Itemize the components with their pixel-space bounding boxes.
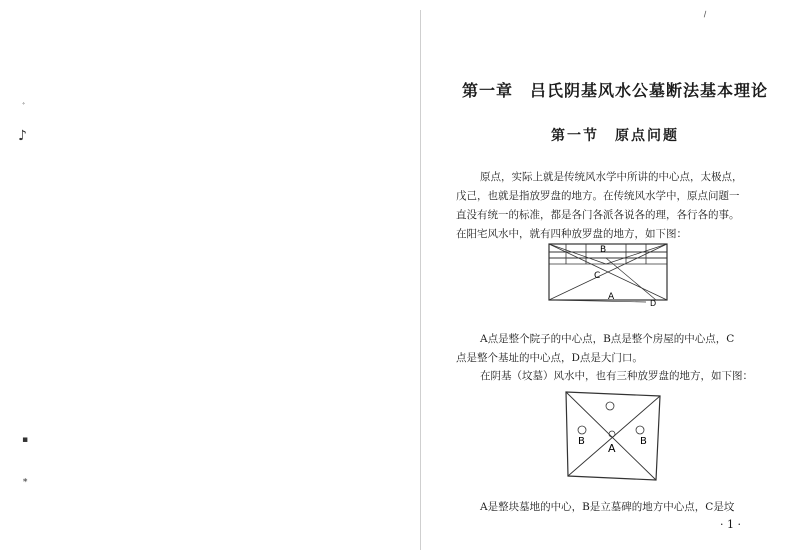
figure2-label-b-left: B [578,436,585,447]
paragraph-origin-intro [456,168,743,244]
section-title: 第一节 原点问题 [551,128,679,144]
paragraph-line: 直没有统一的标准，都是各门各派各说各的理，各行各的事。 [456,209,740,221]
page-number: · 1 · [720,518,741,531]
paragraph-yinzhai-intro [456,367,753,386]
figure1-label-a: A [608,292,615,302]
paragraph-yinzhai-definitions [456,498,734,517]
paragraph-line: 戊己，也就是指放罗盘的地方。在传统风水学中，原点问题一 [456,190,740,202]
paragraph-line: A点是整个院子的中心点，B点是整个房屋的中心点，C [480,333,735,345]
figure1-label-d: D [650,299,657,308]
figure1-label-b: B [600,245,607,255]
paragraph-line: 点是整个基址的中心点，D点是大门口。 [456,352,643,364]
page-divider [420,10,421,550]
paragraph-line: 在阳宅风水中，就有四种放罗盘的地方，如下图： [456,228,687,240]
yinzhai-diagram [560,388,670,488]
paragraph-line: 在阴基（坟墓）风水中，也有三种放罗盘的地方，如下图： [480,370,753,382]
figure1-label-c: C [594,271,601,281]
paragraph-line: 原点，实际上就是传统风水学中所讲的中心点，太极点， [480,171,743,183]
figure2-label-b-right: B [640,436,647,447]
scratch-mark: ⸝ [696,3,711,21]
yangzhai-diagram [546,238,676,308]
paragraph-point-definitions [456,330,734,368]
chapter-title: 第一章 吕氏阴基风水公墓断法基本理论 [461,81,768,100]
paragraph-line: A是整块墓地的中心，B是立墓碑的地方中心点，C是坟 [480,501,735,513]
figure2-label-a: A [608,442,616,455]
